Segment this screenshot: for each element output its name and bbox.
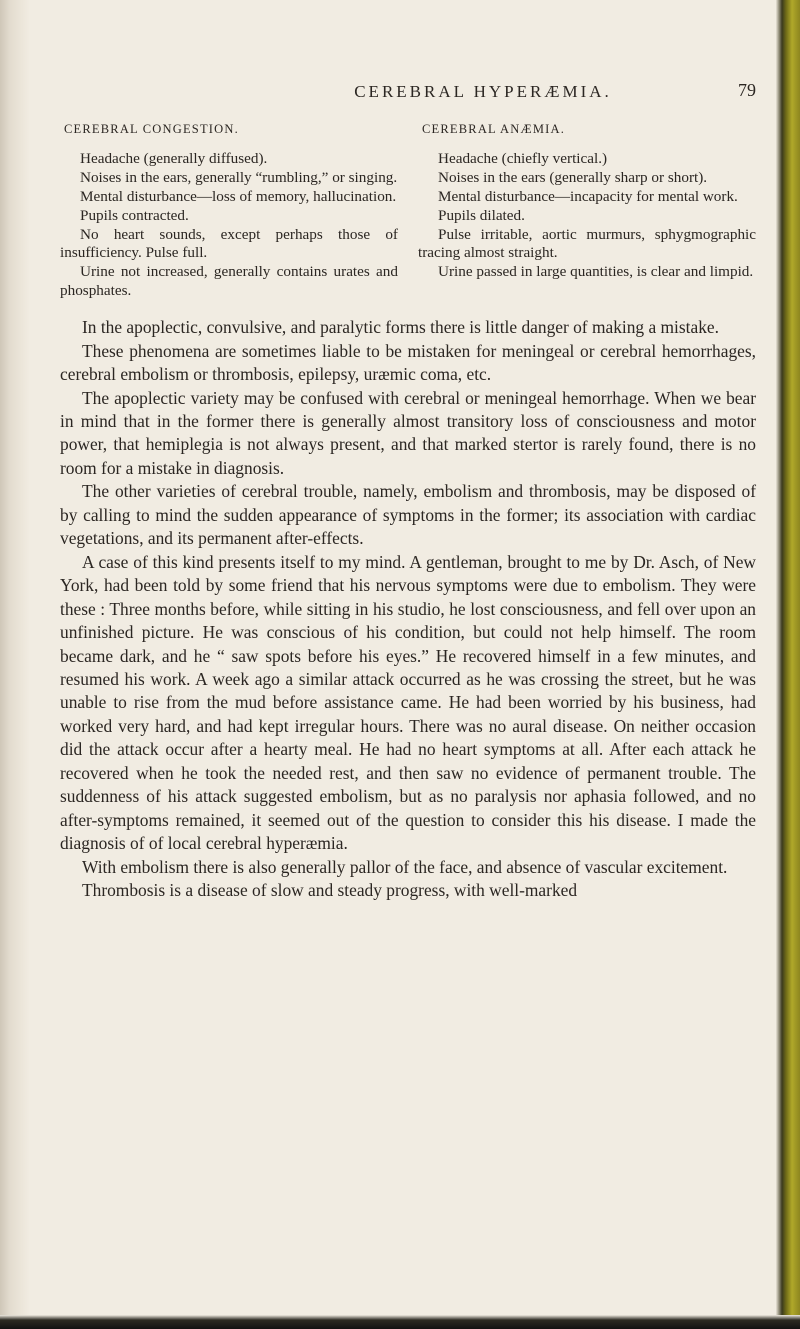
congestion-entry: Urine not increased, generally contains urates and phosphates. [60, 263, 398, 300]
column-heading-congestion: CEREBRAL CONGESTION. [64, 122, 239, 136]
book-page [60, 82, 756, 902]
column-cerebral-anaemia [418, 120, 756, 301]
congestion-entry: Mental disturbance—loss of memory, hallucination. [80, 187, 397, 205]
congestion-entry: Pupils contracted. [80, 206, 189, 224]
congestion-entry: No heart sounds, except perhaps those of insufficiency. Pulse full. [60, 225, 398, 262]
anaemia-entry: Pulse irritable, aortic murmurs, sphygmographic tracing almost straight. [418, 225, 756, 262]
paragraph: The apoplectic variety may be confused with cerebral or meningeal hemorrhage. When we bear in mind that in the former there is generally almost transitory loss of consciousness and motor power, that hemiplegia is not always present, and that marked stertor is rarely found, there is no room for a mistake in diagnosis. [60, 387, 756, 478]
paragraph: With embolism there is also generally pallor of the face, and absence of vascular excitement. [82, 856, 728, 877]
page-number: 79 [738, 80, 756, 100]
column-heading-anaemia: CEREBRAL ANÆMIA. [422, 122, 566, 136]
running-head-title: CEREBRAL HYPERÆMIA. [354, 82, 612, 101]
anaemia-entry: Mental disturbance—incapacity for mental work. [438, 187, 738, 205]
anaemia-entry: Pupils dilated. [438, 206, 525, 224]
column-cerebral-congestion [60, 120, 398, 301]
congestion-entry: Noises in the ears, generally “rumbling,” or singing. [80, 168, 398, 186]
congestion-entry: Headache (generally diffused). [80, 149, 268, 167]
comparison-columns [60, 120, 756, 301]
paragraph: The other varieties of cerebral trouble, namely, embolism and thrombosis, may be disposed of by calling to mind the sudden appearance of symptoms in the former; its association with cardiac vegetations, and its permanent after-effects. [60, 481, 756, 549]
paragraph: These phenomena are sometimes liable to be mistaken for meningeal or cerebral hemorrhages, cerebral embolism or thrombosis, epilepsy, uræmic coma, etc. [60, 340, 756, 385]
page-bottom-edge [0, 1315, 800, 1329]
running-head [60, 82, 756, 112]
body-text [60, 316, 756, 902]
anaemia-entry: Noises in the ears (generally sharp or short). [438, 168, 708, 186]
paragraph: In the apoplectic, convulsive, and paralytic forms there is little danger of making a mistake. [82, 317, 719, 338]
book-spine-shadow [0, 0, 30, 1329]
anaemia-entry: Headache (chiefly vertical.) [438, 149, 608, 167]
page-edge-strip [776, 0, 800, 1329]
anaemia-entry: Urine passed in large quantities, is clear and limpid. [438, 263, 754, 281]
paragraph: Thrombosis is a disease of slow and steady progress, with well-marked [82, 880, 578, 901]
paragraph: A case of this kind presents itself to my mind. A gentleman, brought to me by Dr. Asch, of New York, had been told by some friend that his nervous symptoms were due to embolism. They were these : Three months before, while sitting in his studio, he lost consciousness, and fell over upon an unfinished picture. He was conscious of his condition, but could not help himself. The room became dark, and he “ saw spots before his eyes.” He recovered himself in a few minutes, and resumed his work. A week ago a similar attack occurred as he was crossing the street, but he was unable to rise from the mud before assistance came. He had been worried by his business, had worked very hard, and had kept irregular hours. There was no aural disease. On neither occasion did the attack occur after a hearty meal. He had no heart symptoms at all. After each attack he recovered when he took the needed rest, and then saw no evidence of permanent trouble. The suddenness of his attack suggested embolism, but as no paralysis nor aphasia followed, and no after-symptoms remained, it seemed out of the question to consider this his disease. I made the diagnosis of of local cerebral hyperæmia. [60, 551, 756, 854]
